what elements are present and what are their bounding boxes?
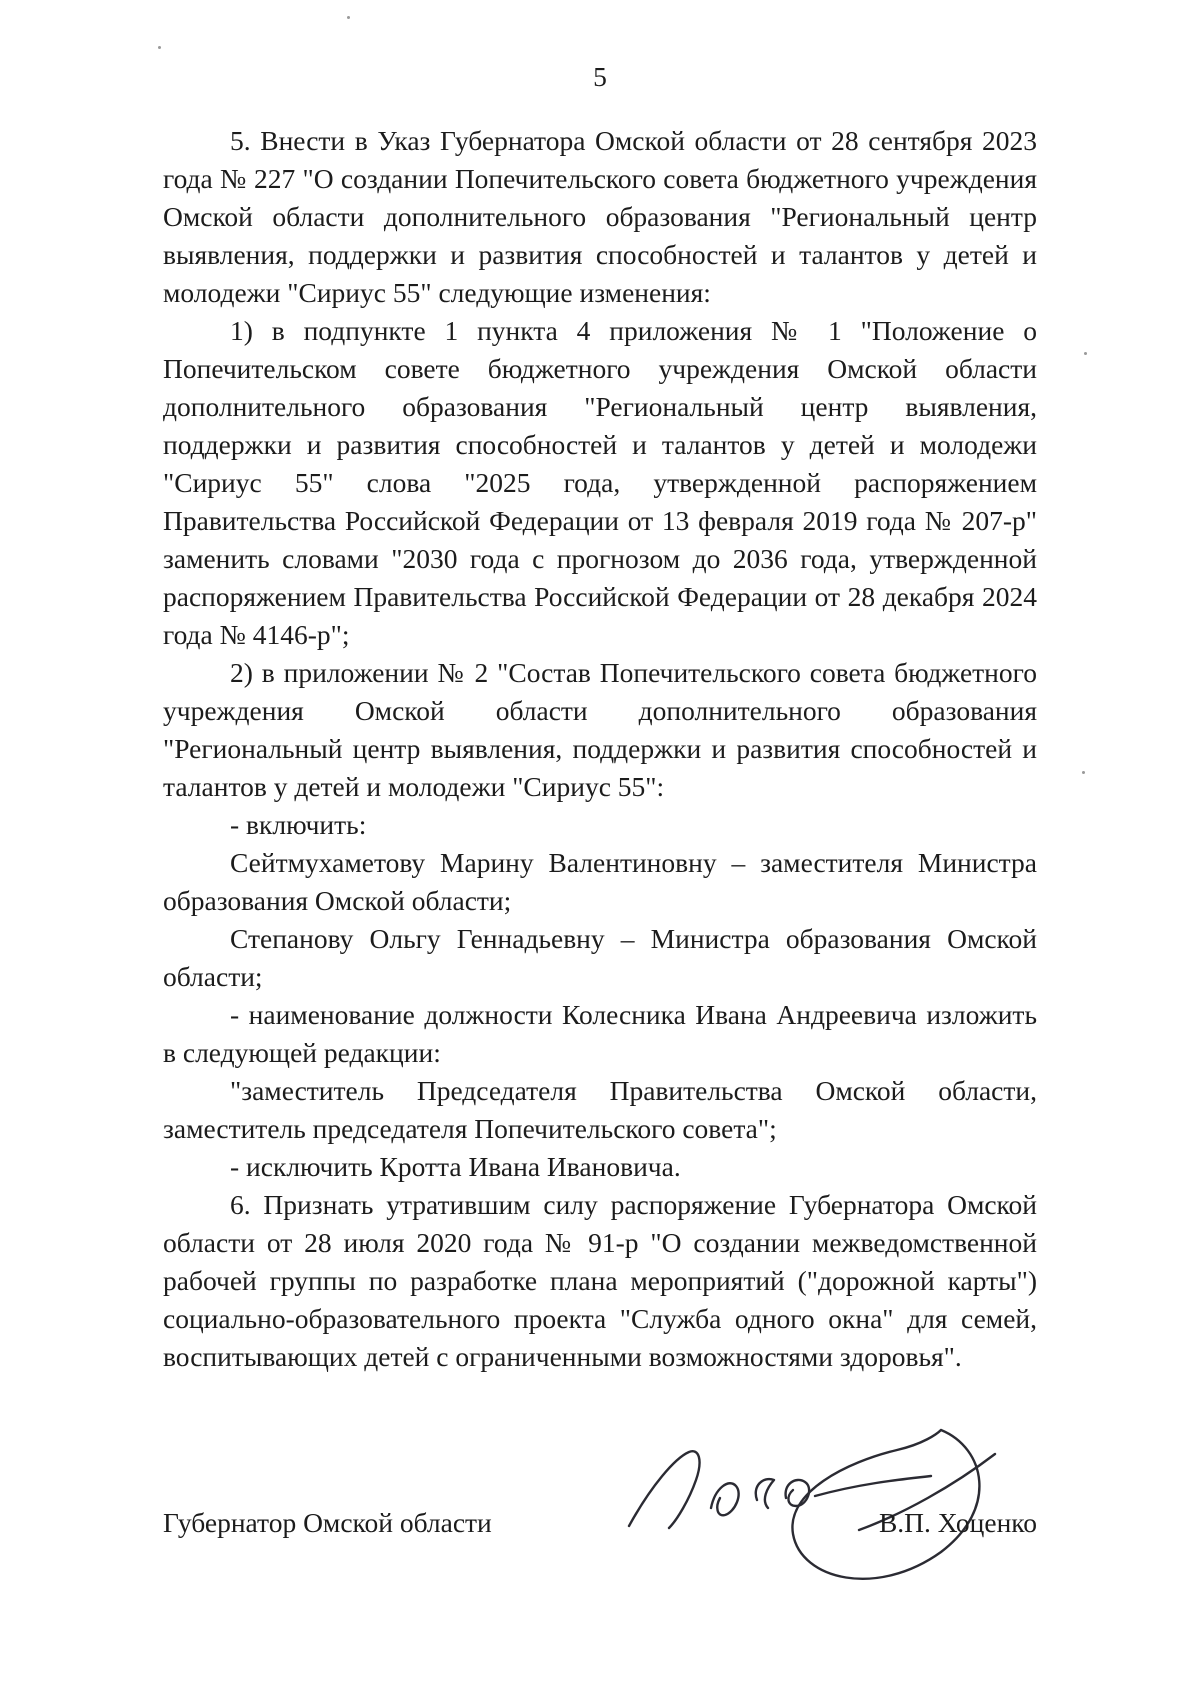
paragraph: - наименование должности Колесника Ивана Андреевича изложить в следующей редакции: [163,999,1037,1068]
paragraph: "заместитель Председателя Правительства Омской области, заместитель председателя Попечительского совета"; [163,1075,1037,1144]
paragraph: - исключить Кротта Ивана Ивановича. [230,1151,681,1182]
signer-name: В.П. Хоценко [878,1507,1037,1538]
paragraph: Сейтмухаметову Марину Валентиновну – заместителя Министра образования Омской области; [163,847,1037,916]
paragraph: Степанову Ольгу Геннадьевну – Министра образования Омской области; [163,923,1037,992]
paragraph: 5. Внести в Указ Губернатора Омской области от 28 сентября 2023 года № 227 "О создании Попечительского совета бюджетного учреждения Омской области дополнительного образования "Региональный центр выявления, поддержки и развития способностей и талантов у детей и молодежи "Сириус 55" следующие изменения: [163,125,1037,308]
signer-title: Губернатор Омской области [163,1507,492,1538]
paragraph: 2) в приложении № 2 "Состав Попечительского совета бюджетного учреждения Омской области дополнительного образования "Региональный центр выявления, поддержки и развития способностей и талантов у детей и молодежи "Сириус 55": [163,657,1037,802]
document-body [163,122,1037,1376]
scan-speck [1084,352,1087,355]
scan-speck [1082,771,1085,774]
scan-speck [347,16,350,19]
signature-block [163,1448,1037,1668]
scan-speck [158,46,161,49]
paragraph: - включить: [230,809,367,840]
paragraph: 6. Признать утратившим силу распоряжение Губернатора Омской области от 28 июля 2020 года № 91-р "О создании межведомственной рабочей группы по разработке плана мероприятий ("дорожной карты") социально-образовательного проекта "Служба одного окна" для семей, воспитывающих детей с ограниченными возможностями здоровья". [163,1189,1037,1372]
paragraph: 1) в подпункте 1 пункта 4 приложения № 1 "Положение о Попечительском совете бюджетного учреждения Омской области дополнительного образования "Региональный центр выявления, поддержки и развития способностей и талантов у детей и молодежи "Сириус 55" слова "2025 года, утвержденной распоряжением Правительства Российской Федерации от 13 февраля 2019 года № 207-р" заменить словами "2030 года с прогнозом до 2036 года, утвержденной распоряжением Правительства Российской Федерации от 28 декабря 2024 года № 4146-р"; [163,315,1037,650]
page-number: 5 [593,61,607,92]
